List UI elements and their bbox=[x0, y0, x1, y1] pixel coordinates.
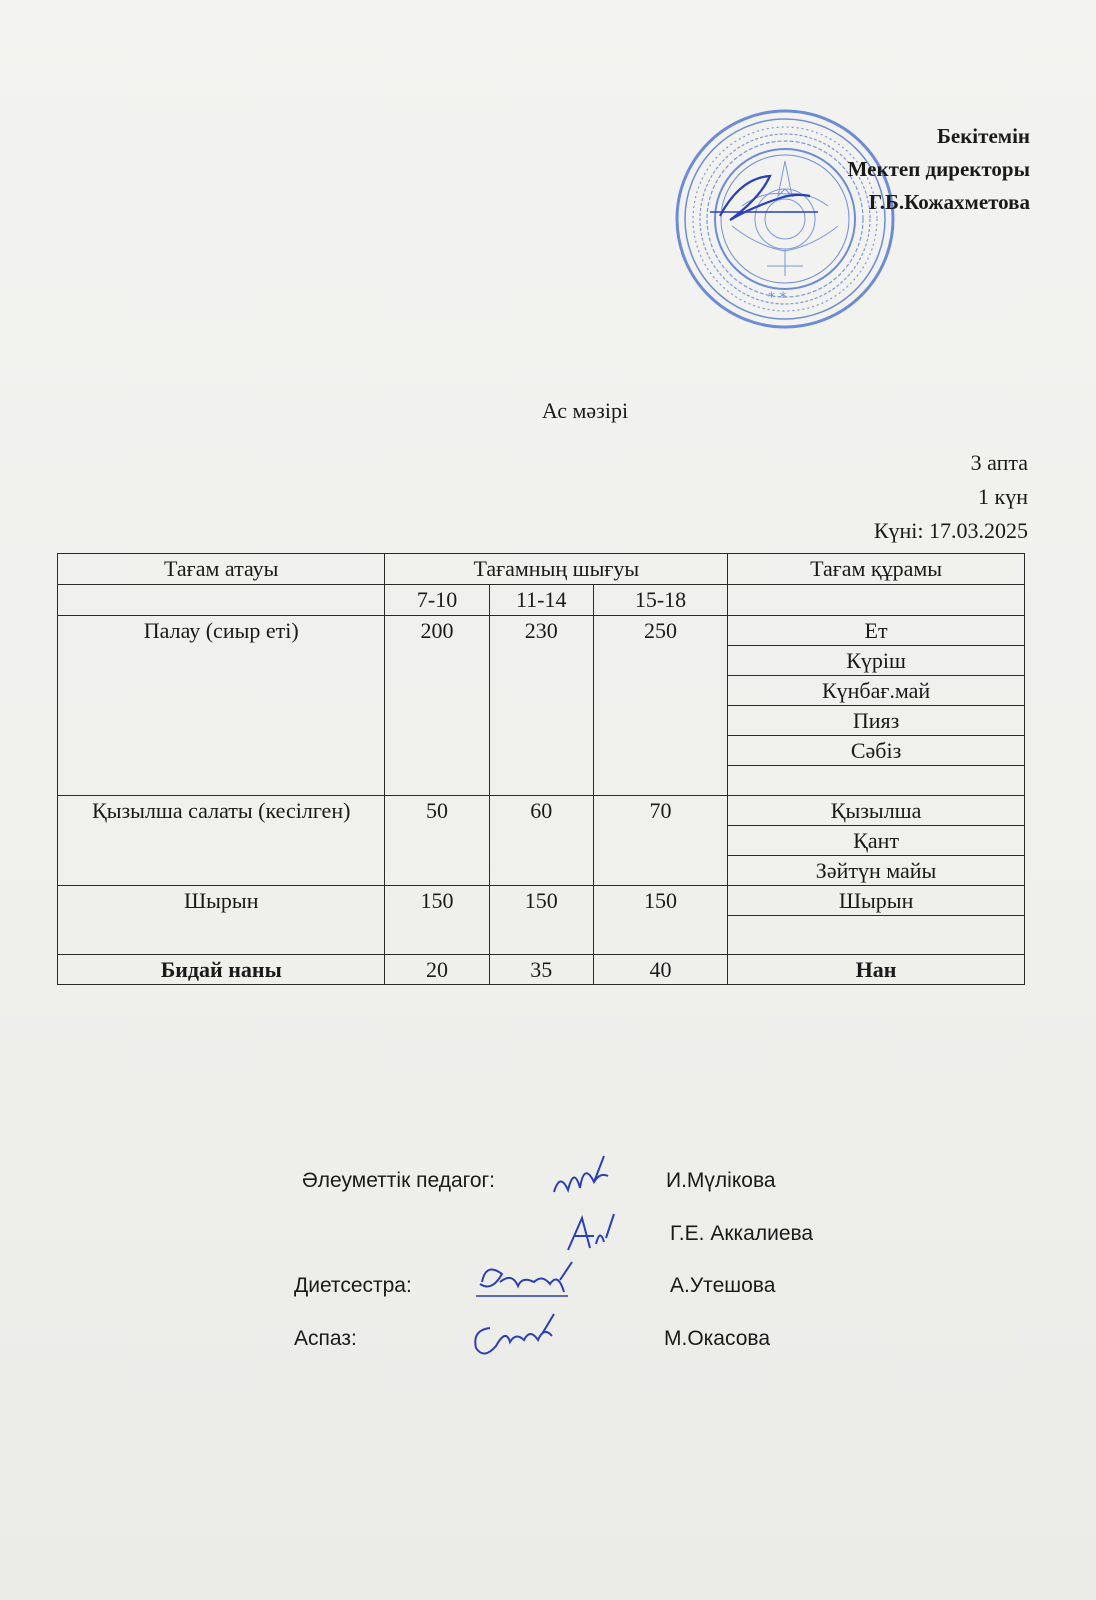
page-title: Ас мәзірі bbox=[541, 398, 629, 423]
signature-role: Әлеуметтік педагог: bbox=[302, 1169, 495, 1192]
ingredient: Шырын bbox=[728, 886, 1025, 916]
dish-value-7-10: 50 bbox=[385, 796, 489, 886]
dish-value-15-18: 70 bbox=[593, 796, 727, 886]
dish-value-15-18: 40 bbox=[593, 955, 727, 985]
signature-role: Диетсестра: bbox=[294, 1274, 412, 1297]
date-label: Күні: 17.03.2025 bbox=[873, 518, 1028, 543]
dish-value-7-10: 150 bbox=[385, 886, 489, 955]
signature-role: Аспаз: bbox=[294, 1327, 357, 1350]
dish-value-7-10: 20 bbox=[385, 955, 489, 985]
ingredient: Нан bbox=[728, 955, 1025, 985]
signature-name: М.Окасова bbox=[664, 1327, 771, 1350]
ingredient: Қант bbox=[728, 826, 1025, 856]
week-label: 3 апта bbox=[970, 450, 1028, 475]
signature-name: И.Мүлікова bbox=[666, 1169, 776, 1192]
signature-mark bbox=[466, 1306, 566, 1366]
age-group-7-10: 7-10 bbox=[385, 585, 489, 616]
dish-value-7-10: 200 bbox=[385, 616, 489, 796]
ingredient: Сәбіз bbox=[728, 736, 1025, 766]
header-dish-name: Тағам атауы bbox=[58, 554, 385, 585]
header-composition: Тағам құрамы bbox=[728, 554, 1025, 585]
signature-name: А.Утешова bbox=[670, 1274, 776, 1297]
day-label: 1 күн bbox=[978, 484, 1028, 509]
approval-heading: Бекітемін bbox=[936, 124, 1030, 148]
dish-value-15-18: 250 bbox=[593, 616, 727, 796]
signature-mark bbox=[560, 1208, 620, 1258]
ingredient: Күнбағ.май bbox=[728, 676, 1025, 706]
dish-value-11-14: 230 bbox=[489, 616, 593, 796]
approval-position: Мектеп директоры bbox=[847, 157, 1030, 181]
svg-text:* *: * * bbox=[768, 290, 787, 306]
ingredient: Қызылша bbox=[728, 796, 1025, 826]
dish-name: Шырын bbox=[58, 886, 385, 955]
dish-name: Қызылша салаты (кесілген) bbox=[58, 796, 385, 886]
dish-value-11-14: 60 bbox=[489, 796, 593, 886]
signature-mark bbox=[472, 1252, 582, 1312]
ingredient: Күріш bbox=[728, 646, 1025, 676]
ingredient: Зәйтүн майы bbox=[728, 856, 1025, 886]
dish-value-11-14: 150 bbox=[489, 886, 593, 955]
dish-value-11-14: 35 bbox=[489, 955, 593, 985]
signature-name: Г.Е. Аккалиева bbox=[670, 1222, 814, 1245]
approval-director-name: Г.Б.Кожахметова bbox=[868, 190, 1030, 214]
header-output: Тағамның шығуы bbox=[385, 554, 728, 585]
dish-value-15-18: 150 bbox=[593, 886, 727, 955]
signature-mark bbox=[548, 1152, 618, 1202]
age-group-11-14: 11-14 bbox=[489, 585, 593, 616]
dish-name: Бидай наны bbox=[58, 955, 385, 985]
ingredient: Пияз bbox=[728, 706, 1025, 736]
ingredient: Ет bbox=[728, 616, 1025, 646]
age-group-15-18: 15-18 bbox=[593, 585, 727, 616]
dish-name: Палау (сиыр еті) bbox=[58, 616, 385, 796]
